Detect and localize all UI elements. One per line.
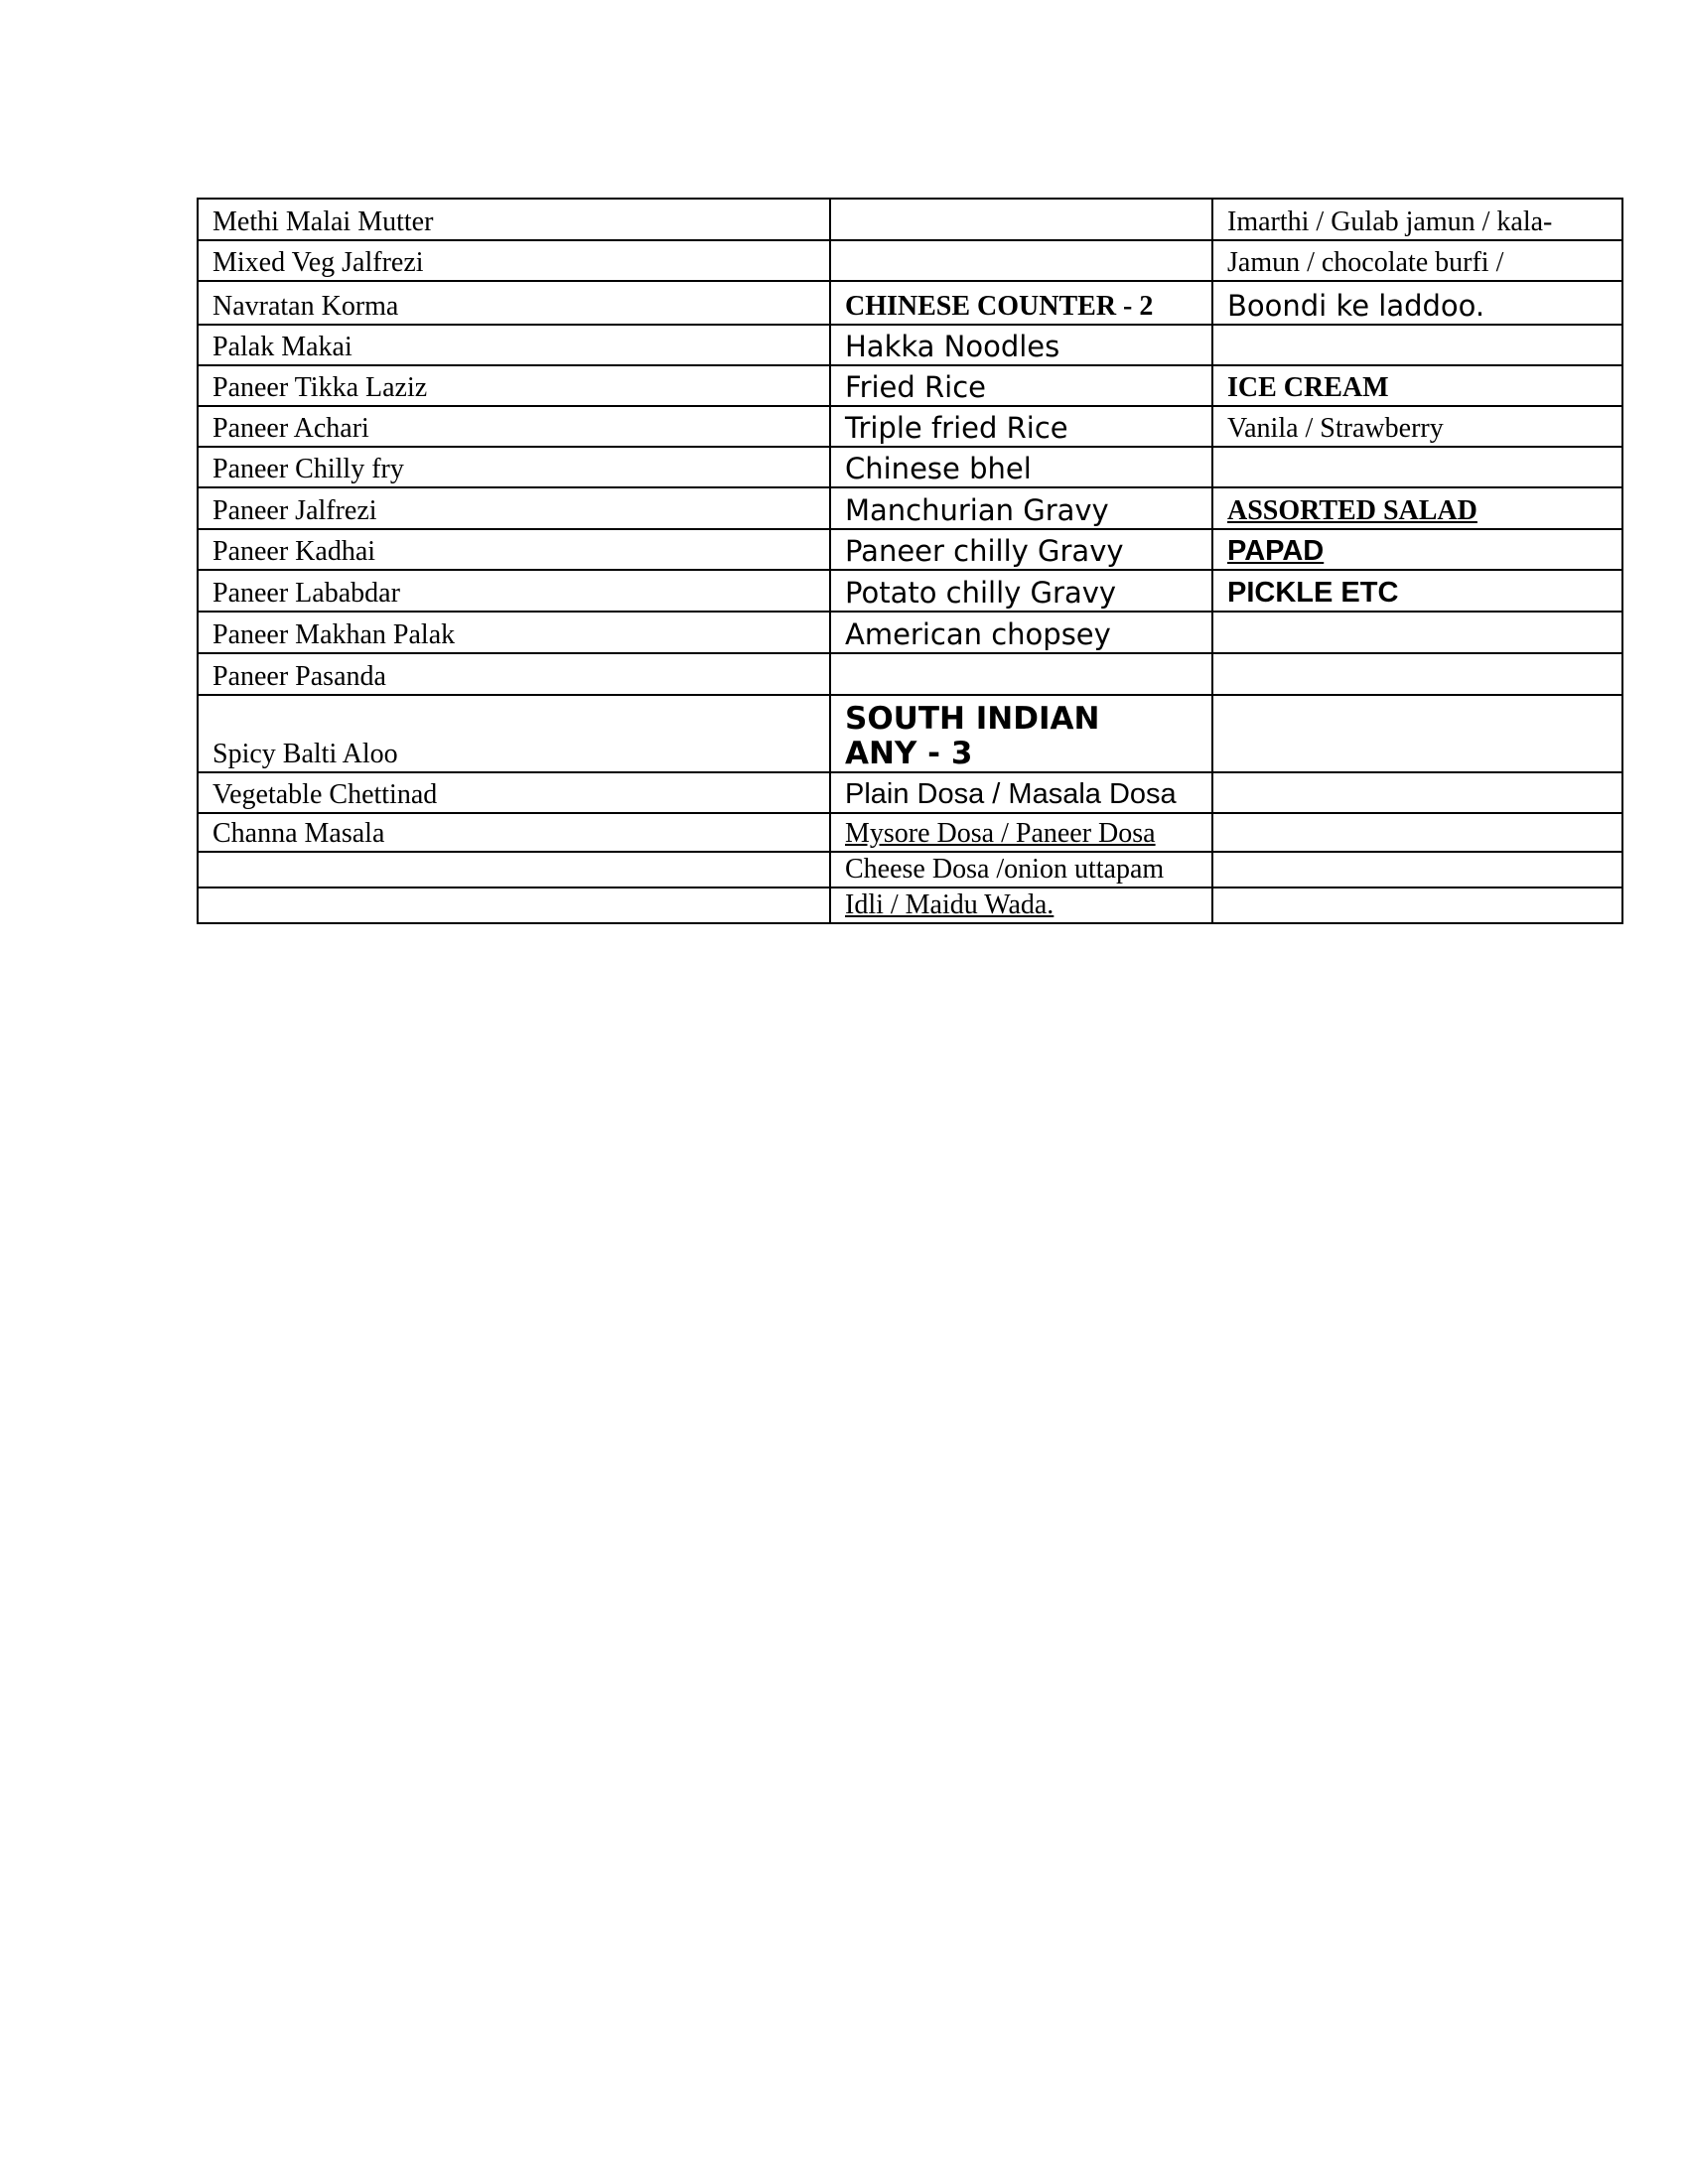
empty-cell: [1212, 852, 1622, 887]
main-course-item: Paneer Jalfrezi: [198, 487, 830, 529]
table-row: [198, 199, 1622, 240]
main-course-item: Vegetable Chettinad: [198, 772, 830, 813]
table-row: [198, 772, 1622, 813]
main-course-item: Paneer Pasanda: [198, 653, 830, 695]
sweets-item: Imarthi / Gulab jamun / kala-: [1212, 199, 1622, 240]
south-indian-item: Cheese Dosa /onion uttapam: [830, 852, 1212, 887]
chinese-item: Fried Rice: [830, 365, 1212, 406]
chinese-item: Hakka Noodles: [830, 325, 1212, 365]
empty-cell: [1212, 653, 1622, 695]
empty-cell: [198, 887, 830, 923]
main-course-item: Palak Makai: [198, 325, 830, 365]
empty-cell: [198, 852, 830, 887]
chinese-item: American chopsey: [830, 612, 1212, 653]
south-indian-item: Mysore Dosa / Paneer Dosa: [830, 813, 1212, 852]
sweets-item: Boondi ke laddoo.: [1212, 281, 1622, 325]
papad-heading: PAPAD: [1212, 529, 1622, 570]
table-row: [198, 570, 1622, 612]
empty-cell: [1212, 447, 1622, 487]
table-row: [198, 325, 1622, 365]
empty-cell: [830, 653, 1212, 695]
table-row: [198, 612, 1622, 653]
south-indian-item: Idli / Maidu Wada.: [830, 887, 1212, 923]
table-row: [198, 447, 1622, 487]
assorted-salad-heading: ASSORTED SALAD: [1212, 487, 1622, 529]
main-course-item: Spicy Balti Aloo: [198, 695, 830, 772]
empty-cell: [1212, 695, 1622, 772]
chinese-item: Paneer chilly Gravy: [830, 529, 1212, 570]
main-course-item: Methi Malai Mutter: [198, 199, 830, 240]
table-row: [198, 813, 1622, 852]
pickle-heading: PICKLE ETC: [1212, 570, 1622, 612]
menu-table: [197, 198, 1623, 924]
table-row: [198, 529, 1622, 570]
chinese-item: Manchurian Gravy: [830, 487, 1212, 529]
table-row: [198, 281, 1622, 325]
chinese-item: Chinese bhel: [830, 447, 1212, 487]
table-row: [198, 653, 1622, 695]
south-indian-heading: [830, 695, 1212, 772]
table-row: [198, 365, 1622, 406]
main-course-item: Paneer Chilly fry: [198, 447, 830, 487]
table-row: [198, 240, 1622, 281]
south-indian-item: Plain Dosa / Masala Dosa: [830, 772, 1212, 813]
main-course-item: Navratan Korma: [198, 281, 830, 325]
south-indian-heading-line1: SOUTH INDIAN: [845, 700, 1100, 737]
chinese-item: Potato chilly Gravy: [830, 570, 1212, 612]
ice-cream-flavors: Vanila / Strawberry: [1212, 406, 1622, 447]
south-indian-heading-line2: ANY - 3: [845, 735, 973, 771]
main-course-item: Mixed Veg Jalfrezi: [198, 240, 830, 281]
chinese-item: Triple fried Rice: [830, 406, 1212, 447]
empty-cell: [830, 240, 1212, 281]
empty-cell: [1212, 612, 1622, 653]
table-row: [198, 887, 1622, 923]
main-course-item: Paneer Tikka Laziz: [198, 365, 830, 406]
main-course-item: Paneer Makhan Palak: [198, 612, 830, 653]
main-course-item: Channa Masala: [198, 813, 830, 852]
table-row: [198, 487, 1622, 529]
table-row: [198, 406, 1622, 447]
main-course-item: Paneer Achari: [198, 406, 830, 447]
empty-cell: [1212, 325, 1622, 365]
table-row: [198, 695, 1622, 772]
empty-cell: [830, 199, 1212, 240]
sweets-item: Jamun / chocolate burfi /: [1212, 240, 1622, 281]
table-row: [198, 852, 1622, 887]
ice-cream-heading: ICE CREAM: [1212, 365, 1622, 406]
empty-cell: [1212, 813, 1622, 852]
empty-cell: [1212, 887, 1622, 923]
main-course-item: Paneer Kadhai: [198, 529, 830, 570]
empty-cell: [1212, 772, 1622, 813]
chinese-counter-heading: CHINESE COUNTER - 2: [830, 281, 1212, 325]
main-course-item: Paneer Lababdar: [198, 570, 830, 612]
